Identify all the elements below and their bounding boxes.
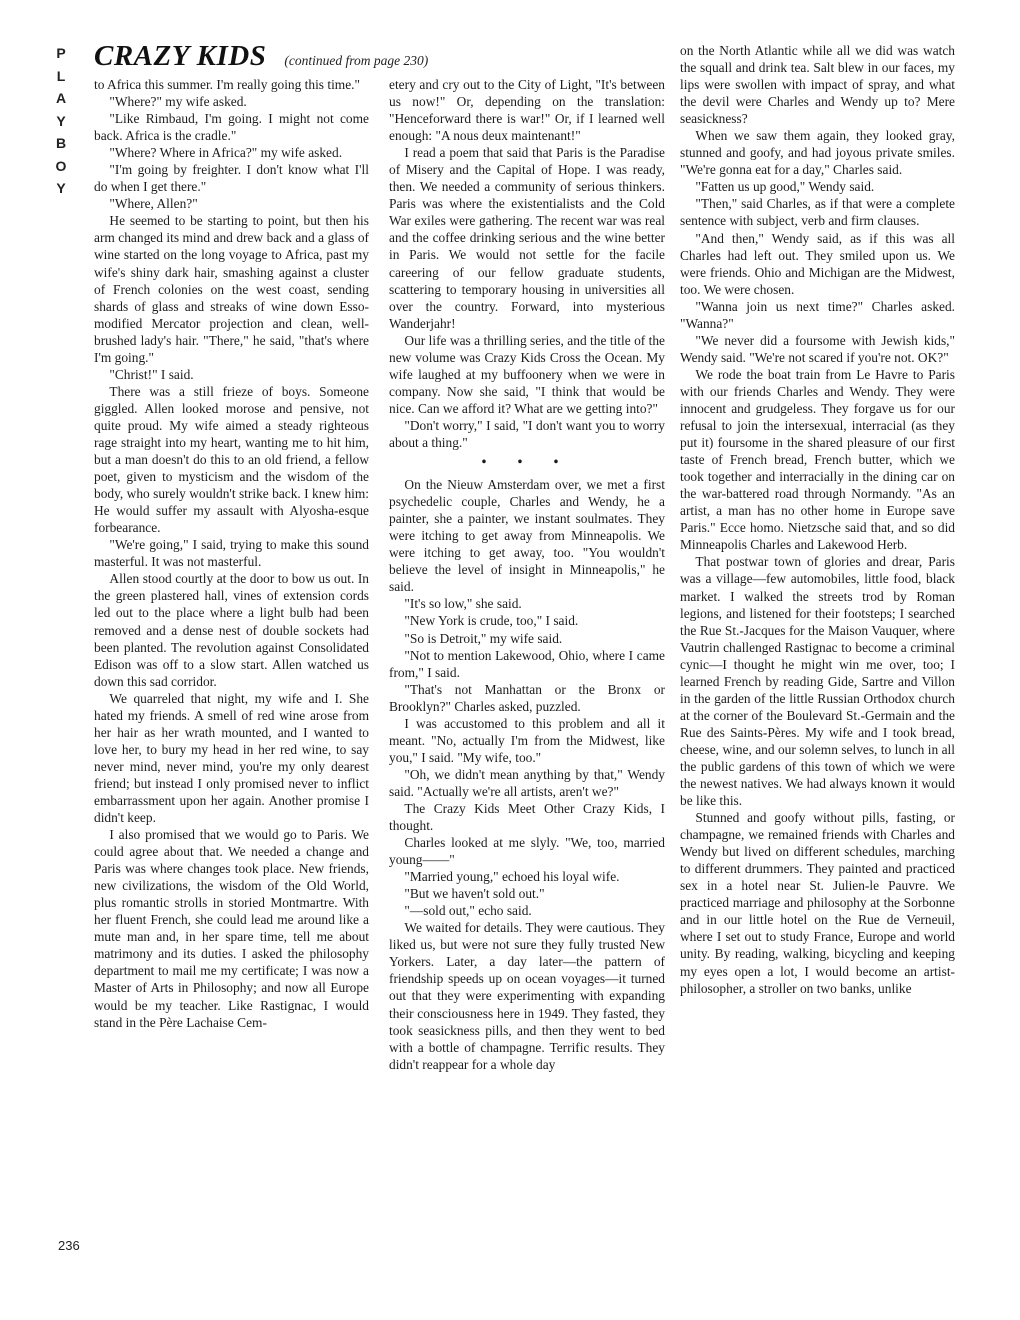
paragraph: to Africa this summer. I'm really going this time."	[94, 77, 360, 92]
paragraph: He seemed to be starting to point, but then his arm changed its mind and drew back and a glass of wine started on the long voyage to Africa, past my wife's shiny dark hair, smashing against a cluster of French colonies on the west coast, sending shards of glass and streaks of wine down Esso-modified Mercator projection and clean, well-brushed lady's hair. "There," he said, "that's where I'm going."	[94, 213, 369, 365]
paragraph: When we saw them again, they looked gray, stunned and goofy, and had joyous private smiles. "We're gonna eat for a day," Charles said.	[680, 128, 955, 178]
paragraph: Allen stood courtly at the door to bow us out. In the green plastered hall, vines of extension cords led out to the place where a light bulb had been removed and a dense nest of double sockets had been planted. The revolution against Consolidated Edison was off to a slow start. Allen watched us down this sad corridor.	[94, 571, 369, 689]
paragraph: Our life was a thrilling series, and the title of the new volume was Crazy Kids Cross the Ocean. My wife laughed at my buffoonery when we were in company. Now she said, "I think that would be nice. Can we afford it? What are we getting into?"	[389, 332, 665, 416]
magazine-letter: Y	[56, 180, 66, 196]
paragraph: "Not to mention Lakewood, Ohio, where I came from," I said.	[389, 647, 665, 680]
paragraph: We rode the boat train from Le Havre to Paris with our friends Charles and Wendy. They were innocent and grudgeless. They forgave us for our refusal to join the intersexual, interracial (as they put it) foursome in the shared pleasure of our first taste of French bread, French butter, which we took together and interracially in the dining car on the war-battered road through Normandy. "As an artist, a man has no other home in Europe save Paris." Ecce homo. Nietzsche said that, and so did Minneapolis Charles and Lakewood Herb.	[680, 366, 955, 553]
magazine-letter: P	[56, 45, 66, 61]
magazine-letter: Y	[56, 112, 66, 129]
paragraph: "But we haven't sold out."	[404, 886, 545, 902]
paragraph: "That's not Manhattan or the Bronx or Brooklyn?" Charles asked, puzzled.	[389, 681, 665, 714]
paragraph: "Where, Allen?"	[109, 196, 198, 212]
magazine-letter: O	[55, 157, 67, 174]
paragraph: "Fatten us up good," Wendy said.	[695, 179, 875, 195]
paragraph: "Where? Where in Africa?" my wife asked.	[109, 145, 343, 161]
page-number: 236	[58, 1238, 80, 1253]
paragraph: "Where?" my wife asked.	[109, 94, 247, 110]
paragraph: There was a still frieze of boys. Someone giggled. Allen looked morose and pensive, not quite proud. My wife aimed a steady righteous rage straight into my heart, wanting me to hit him, but a man doesn't do this to an old friend, a fellow poet, given to mysticism and the wisdom of the body, who surely wouldn't strike back. I knew him: He would suffer my assault with Alyosha-esque forbearance.	[94, 383, 369, 536]
paragraph: Stunned and goofy without pills, fasting, or champagne, we remained friends with Charles and Wendy but lived on different schedules, marching to different drummers. They painted and practiced sex in a hotel near St. Julien-le Pauvre. We practiced marriage and philosophy at the Sorbonne and in our little hotel on the Rue de Verneuil, where I set out to study France, Europe and world unity. By reading, walking, bicycling and keeping my eyes open a lot, I would become an artist-philosopher, a stroller on two banks, unlike	[680, 810, 955, 996]
paragraph: on the North Atlantic while all we did was watch the squall and drink tea. Salt blew in our faces, my lips were swollen with impact of spray, and what the devil were Charles and Wendy up to? Mere seasickness?	[680, 43, 955, 127]
text-column-1	[94, 76, 369, 1031]
paragraph: "—sold out," echo said.	[404, 903, 532, 919]
paragraph: "Married young," echoed his loyal wife.	[404, 869, 620, 885]
paragraph: I read a poem that said that Paris is the Paradise of Misery and the Capital of Hope. I was ready, then. We needed a community of serious thinkers. Paris was where the existentialists and the Cold War exiles were gathering. The recent war was real and the coffee drinking serious and the wine better in Paris. We would not settle for the facile careering of our fellow graduate students, scattering to temporary housing in universities all over the country. Forward, into mysterious Wanderjahr!	[389, 145, 665, 331]
paragraph: We quarreled that night, my wife and I. She hated my friends. A smell of red wine arose from her hair as her wrath mounted, and I wanted to love her, to bury my head in her red wine, to say never mind, never mind, you're my only dearest friend; but instead I only promised never to inflict embarrassment upon her again. Another promise I didn't keep.	[94, 690, 369, 826]
article-title: CRAZY KIDS	[94, 40, 267, 72]
paragraph: I was accustomed to this problem and all it meant. "No, actually I'm from the Midwest, like you," I said. "My wife, too."	[389, 715, 665, 765]
paragraph: I also promised that we would go to Paris. We could agree about that. We needed a change and Paris was where changes took place. New friends, new civilizations, the wisdom of the Old World, plus romantic strolls in storied Montmartre. With her fluent French, she could lead me around like a mute man and, in her spare time, tell me about matrimony and its duties. I asked the philosophy department to mail me my certificate; I was now a Master of Arts in Philosophy; and now all Europe would be my teacher. Like Rastignac, I would stand in the Père Lachaise Cem-	[94, 827, 369, 1030]
paragraph: "New York is crude, too," I said.	[404, 613, 579, 629]
paragraph: "Wanna join us next time?" Charles asked. "Wanna?"	[680, 298, 955, 331]
paragraph: "So is Detroit," my wife said.	[404, 630, 563, 646]
paragraph: Charles looked at me slyly. "We, too, married young——"	[389, 835, 665, 868]
text-column-3	[680, 42, 955, 997]
paragraph: "Christ!" I said.	[109, 366, 194, 382]
paragraph: The Crazy Kids Meet Other Crazy Kids, I thought.	[389, 800, 665, 834]
paragraph: "We never did a foursome with Jewish kids," Wendy said. "We're not scared if you're not. OK?"	[680, 332, 955, 365]
paragraph: "I'm going by freighter. I don't know what I'll do when I get there."	[94, 162, 369, 195]
paragraph: "We're going," I said, trying to make this sound masterful. It was not masterful.	[94, 537, 369, 570]
continued-note: (continued from page 230)	[284, 53, 429, 68]
section-break: • • •	[481, 454, 573, 470]
magazine-letter: L	[56, 67, 66, 84]
paragraph: That postwar town of glories and drear, Paris was a village—few automobiles, little food, black market. I walked the streets trod by Roman legions, and listened for their footsteps; I searched the Rue St.-Jacques for the Maison Vauquer, where Vautrin challenged Rastignac to become a criminal cynic—I thought he might win me over, too; I learned French by reading Gide, Sartre and Villon in the garden of the little Russian Orthodox church at the corner of the Boulevard St.-Germain and the Rue des Saints-Pères. My wife and I took bread, cheese, wine, and our solemn selves, to lunch in all the public gardens of this town of which we were the newest natives. We had always known it would be like this.	[680, 554, 955, 809]
paragraph: "And then," Wendy said, as if this was all Charles had left out. They smiled upon us. We were friends. Ohio and Michigan are the Midwest, too. We were chosen.	[680, 230, 955, 297]
article-header	[94, 40, 428, 73]
paragraph: We waited for details. They were cautious. They liked us, but were not sure they fully trusted New Yorkers. Later, a day later—the pattern of friendship speeds up on ocean voyages—it turned out that they were experimenting with expanding their consciousness here in 1949. They fasted, they took seasickness pills, and then they went to bed with a bottle of champagne. Terrific results. They didn't reappear for a whole day	[389, 920, 665, 1072]
paragraph: "Like Rimbaud, I'm going. I might not come back. Africa is the cradle."	[94, 111, 369, 144]
text-column-2	[389, 76, 665, 1073]
paragraph: "Then," said Charles, as if that were a complete sentence with subject, verb and firm clauses.	[680, 196, 955, 229]
magazine-name-vertical	[50, 42, 72, 200]
paragraph: "Don't worry," I said, "I don't want you to worry about a thing."	[389, 417, 665, 450]
paragraph: On the Nieuw Amsterdam over, we met a first psychedelic couple, Charles and Wendy, he a painter, she a painter, we instant soulmates. They were itching to get away from Minneapolis. We were itching to get away, too. "You wouldn't believe the level of insight in Minneapolis," he said.	[389, 477, 665, 595]
paragraph: "Oh, we didn't mean anything by that," Wendy said. "Actually we're all artists, aren't we?"	[389, 766, 665, 799]
paragraph: "It's so low," she said.	[404, 596, 522, 612]
magazine-letter: B	[55, 135, 67, 151]
magazine-letter: A	[55, 90, 67, 106]
paragraph: etery and cry out to the City of Light, "It's between us now!" Or, depending on the translation: "Henceforward there is war!" Or, if I learned well enough: "A nous deux maintenant!"	[389, 77, 665, 144]
